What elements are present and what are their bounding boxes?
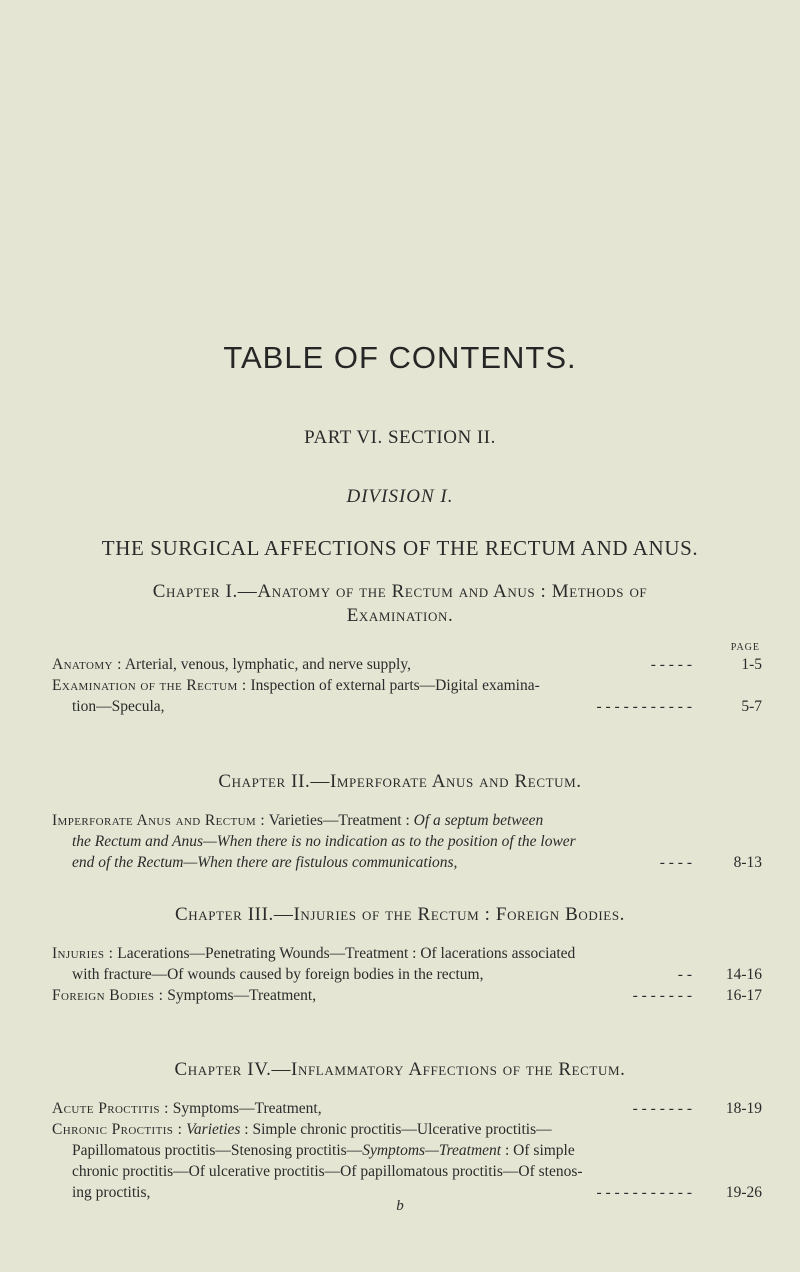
leader-dots: - - - - - - - - - - -: [596, 1184, 692, 1201]
toc-entry-examination: [52, 675, 762, 717]
toc-entry-imperforate: [52, 810, 762, 873]
leader-dots: - - - - - - -: [632, 987, 692, 1004]
page-number: 14-16: [725, 966, 762, 983]
signature-mark: b: [396, 1198, 404, 1214]
page-number: 18-19: [725, 1100, 762, 1117]
chapter-4-heading: Chapter IV.—Inflammatory Affections of the Rectum.: [174, 1059, 626, 1080]
entry-head: Injuries :: [52, 945, 114, 962]
division-heading: DIVISION I.: [346, 486, 454, 507]
toc-entry-chronic-proctitis: [52, 1119, 762, 1203]
entry-text: ing proctitis,: [72, 1184, 151, 1201]
entry-text: chronic proctitis—Of ulcerative proctitis—Of papillomatous proctitis—Of stenos-: [72, 1163, 583, 1180]
entry-head: Acute Proctitis :: [52, 1100, 169, 1117]
leader-dots: - -: [677, 966, 692, 983]
entry-text: : Simple chronic proctitis—Ulcerative proctitis—: [240, 1121, 552, 1138]
toc-entry-anatomy: [52, 654, 762, 675]
leader-dots: - - - -: [659, 854, 692, 871]
main-heading: THE SURGICAL AFFECTIONS OF THE RECTUM AND ANUS.: [101, 536, 699, 560]
leader-dots: - - - - - - - - - - -: [596, 698, 692, 715]
entry-text: Lacerations—Penetrating Wounds—Treatment : Of lacerations associated: [113, 945, 576, 962]
entry-head: Examination of the Rectum :: [52, 677, 247, 694]
entry-text-italic: Of a septum between: [413, 812, 544, 829]
entry-text: Symptoms—Treatment,: [163, 987, 317, 1004]
entry-text-italic: end of the Rectum—When there are fistulous communications,: [72, 854, 458, 871]
chapter-1-heading-line1: Chapter I.—Anatomy of the Rectum and Anus : Methods of: [152, 581, 648, 602]
page-number: 1-5: [741, 656, 762, 673]
entry-text: Arterial, venous, lymphatic, and nerve supply,: [121, 656, 411, 673]
toc-entry-acute-proctitis: [52, 1098, 762, 1119]
chapter-2-heading: Chapter II.—Imperforate Anus and Rectum.: [218, 771, 582, 792]
page-title: TABLE OF CONTENTS.: [223, 340, 577, 375]
part-heading: PART VI. SECTION II.: [304, 427, 496, 448]
entry-text-italic: Symptoms—Treatment: [362, 1142, 502, 1159]
entry-head: Foreign Bodies :: [52, 987, 164, 1004]
entry-head: Chronic Proctitis :: [52, 1121, 183, 1138]
entry-head: Anatomy :: [52, 656, 122, 673]
leader-dots: - - - - -: [650, 656, 692, 673]
toc-entry-foreign-bodies: [52, 985, 762, 1006]
page-number: 19-26: [725, 1184, 762, 1201]
entry-text: Symptoms—Treatment,: [168, 1100, 322, 1117]
entry-text: tion—Specula,: [72, 698, 165, 715]
page-column-label: PAGE: [730, 642, 760, 653]
toc-entry-injuries: [52, 943, 762, 985]
entry-text: Varieties—Treatment :: [265, 812, 414, 829]
entry-text: with fracture—Of wounds caused by foreign bodies in the rectum,: [72, 966, 484, 983]
page-number: 8-13: [733, 854, 762, 871]
chapter-3-heading: Chapter III.—Injuries of the Rectum : Foreign Bodies.: [174, 904, 626, 925]
entry-text: : Of simple: [501, 1142, 575, 1159]
entry-text: Papillomatous proctitis—Stenosing proctitis—: [72, 1142, 363, 1159]
entry-text-italic: Varieties: [182, 1121, 241, 1138]
page-number: 5-7: [741, 698, 762, 715]
entry-head: Imperforate Anus and Rectum :: [52, 812, 266, 829]
chapter-1-heading-line2: Examination.: [346, 605, 454, 626]
entry-text: Inspection of external parts—Digital examina-: [246, 677, 540, 694]
chapter-1-heading: [60, 580, 740, 628]
leader-dots: - - - - - - -: [632, 1100, 692, 1117]
page-number: 16-17: [725, 987, 762, 1004]
entry-text-italic: the Rectum and Anus—When there is no indication as to the position of the lower: [72, 833, 576, 850]
